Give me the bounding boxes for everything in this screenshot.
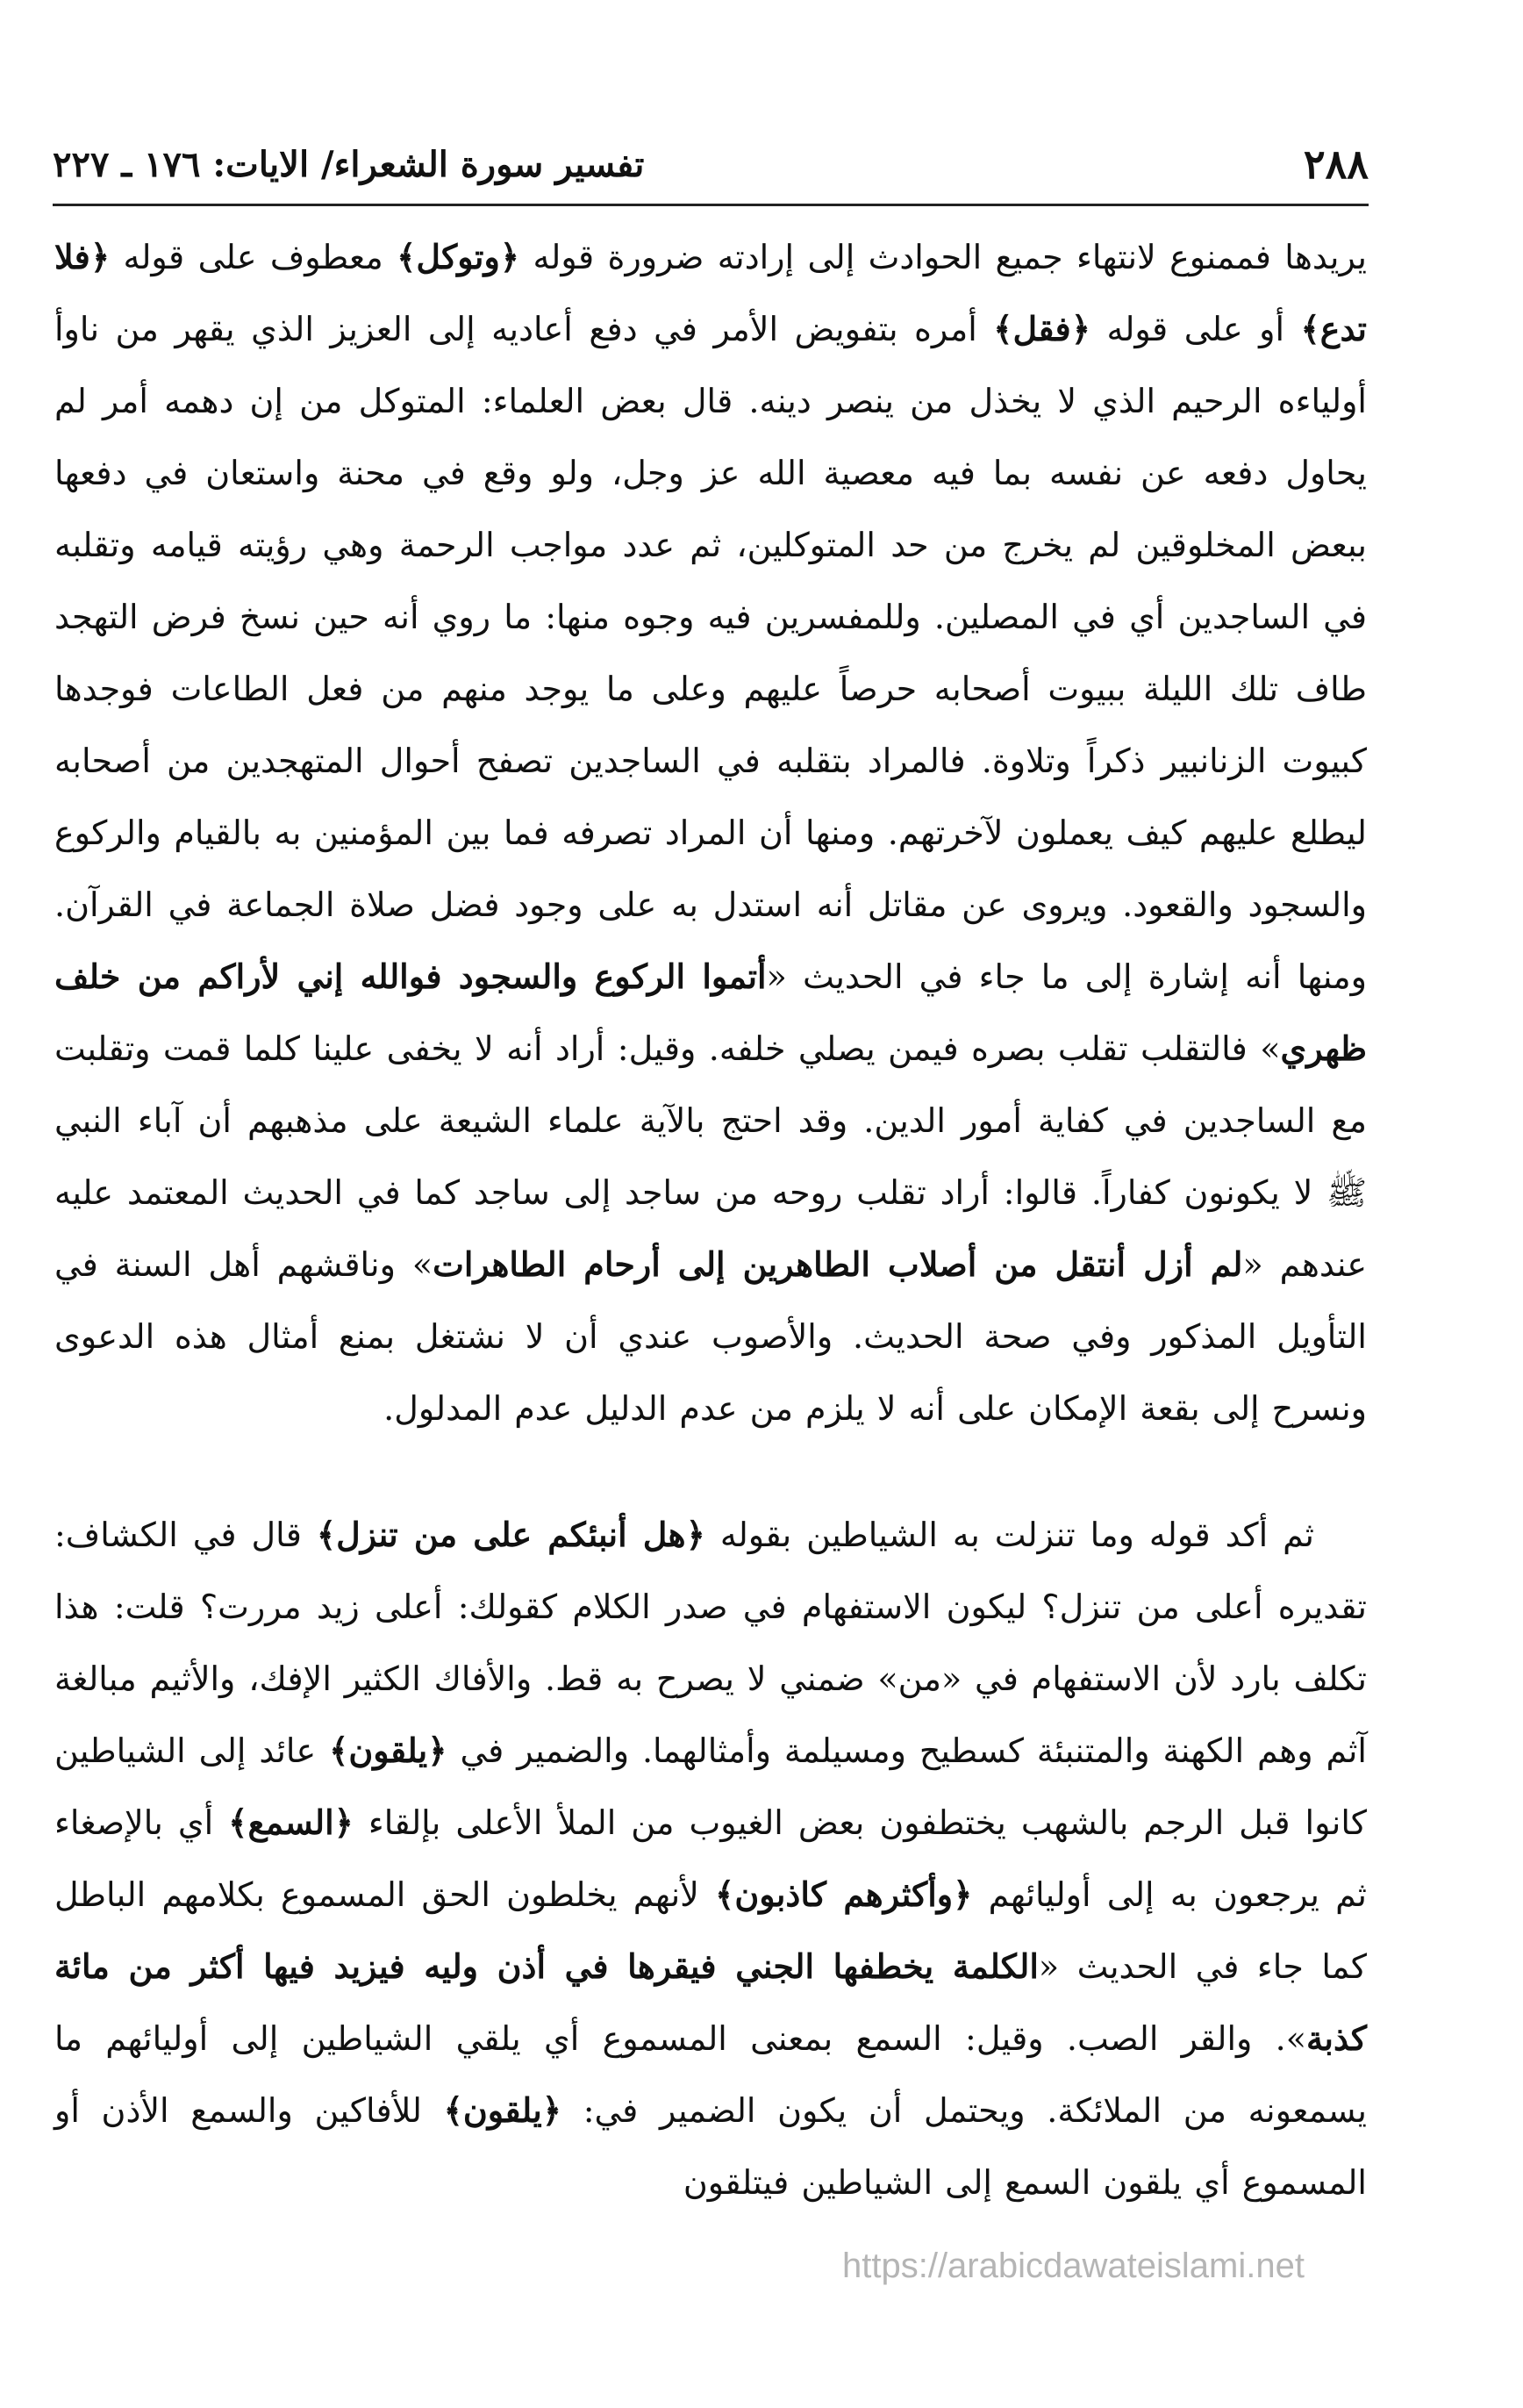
page-header: [53, 140, 1369, 202]
running-title: تفسير سورة الشعراء/ الايات: ١٧٦ ـ ٢٢٧: [53, 144, 645, 185]
quran-quote: ﴿السمع﴾: [228, 1802, 354, 1842]
hadith-quote: الكلمة يخطفها الجني فيقرها في أذن وليه فيزيد فيها أكثر من مائة كذبة: [54, 1946, 1367, 2058]
header-divider: [53, 204, 1369, 206]
hadith-quote: لم أزل أنتقل من أصلاب الطاهرين إلى أرحام الطاهرات: [433, 1244, 1243, 1284]
text-segment: معطوف على قوله: [110, 238, 397, 276]
text-segment: عائد إلى الشياطين كانوا قبل الرجم بالشهب يختطفون بعض الغيوب من الملأ الأعلى بإلقاء: [54, 1731, 1367, 1842]
text-segment: لأنهم يخلطون الحق المسموع بكلامهم الباطل كما جاء في الحديث «: [54, 1875, 1367, 1986]
text-segment: » وناقشهم أهل السنة في التأويل المذكور وفي صحة الحديث. والأصوب عندي أن لا نشتغل بمنع أمثال هذه الدعوى ونسرح إلى بقعة الإمكان على أنه لا يلزم من عدم الدليل عدم المدلول.: [54, 1245, 1367, 1428]
text-segment: للأفاكين والسمع الأذن أو المسموع أي يلقون السمع إلى الشياطين فيتلقون: [54, 2091, 1367, 2202]
text-segment: أمره بتفويض الأمر في دفع أعاديه إلى العزيز الذي يقهر من ناوأ أولياءه الرحيم الذي لا يخذل من ينصر دينه. قال بعض العلماء: المتوكل من إن دهمه أمر لم يحاول دفعه عن نفسه بما فيه معصية الله عز وجل، ولو وقع في محنة واستعان في دفعها ببعض المخلوقين لم يخرج من حد المتوكلين، ثم عدد مواجب الرحمة وهي رؤيته قيامه وتقلبه في الساجدين أي في المصلين. وللمفسرين فيه وجوه منها: ما روي أنه حين نسخ فرض التهجد طاف تلك الليلة ببيوت أصحابه حرصاً عليهم وعلى ما يوجد منهم من فعل الطاعات فوجدها كبيوت الزنانبير ذكراً وتلاوة. فالمراد بتقلبه في الساجدين تصفح أحوال المتهجدين من أصحابه ليطلع عليهم كيف يعملون لآخرتهم. ومنها أن المراد تصرفه فما بين المؤمنين به بالقيام والركوع والسجود والقعود. ويروى عن مقاتل أنه استدل به على وجود فضل صلاة الجماعة في القرآن. ومنها أنه إشارة إلى ما جاء في الحديث «: [54, 310, 1368, 996]
quran-quote: ﴿وتوكل﴾: [397, 237, 520, 276]
text-segment: ». والقر الصب. وقيل: السمع بمعنى المسموع أي يلقي الشياطين إلى أوليائهم ما يسمعونه من الملائكة. ويحتمل أن يكون الضمير في:: [54, 2019, 1367, 2130]
quran-quote: ﴿يلقون﴾: [329, 1731, 447, 1770]
text-segment: أي بالإصغاء ثم يرجعون به إلى أوليائهم: [54, 1803, 1367, 1914]
text-segment: » فالتقلب تقلب بصره فيمن يصلي خلفه. وقيل: أراد أنه لا يخفى علينا كلما قمت وتقلبت مع الساجدين في كفاية أمور الدين. وقد احتج بالآية علماء الشيعة على مذهبهم أن آباء النبي ﷺ لا يكونون كفاراً. قالوا: أراد تقلب روحه من ساجد إلى ساجد كما في الحديث المعتمد عليه عندهم «: [54, 1029, 1367, 1284]
hadith-quote: أتموا الركوع والسجود فوالله إني لأراكم من خلف ظهري: [54, 957, 1367, 1068]
text-segment: ثم أكد قوله وما تنزلت به الشياطين بقوله: [704, 1516, 1314, 1554]
body-text: [54, 221, 1367, 2218]
quran-quote: ﴿فقل﴾: [993, 309, 1090, 348]
quran-quote: ﴿هل أنبئكم على من تنزل﴾: [316, 1515, 705, 1554]
paragraph-2: [54, 1499, 1367, 2218]
paragraph-1: [54, 221, 1367, 1444]
text-segment: يريدها فممنوع لانتهاء جميع الحوادث إلى إرادته ضرورة قوله: [519, 238, 1367, 276]
text-segment: قال في الكشاف: تقديره أعلى من تنزل؟ ليكون الاستفهام في صدر الكلام كقولك: أعلى زيد مررت؟ قلت: هذا تكلف بارد لأن الاستفهام في «من» ضمني لا يصرح به قط. والأفاك الكثير الإفك، والأثيم مبالغة آثم وهم الكهنة والمتنبئة كسطيح ومسيلمة وأمثالهما. والضمير في: [54, 1516, 1367, 1770]
watermark-url: https://arabicdawateislami.net: [842, 2247, 1305, 2285]
page-number: ٢٨٨: [1303, 140, 1369, 188]
quran-quote: ﴿وأكثرهم كاذبون﴾: [715, 1874, 973, 1914]
quran-quote: ﴿فلا تدع﴾: [54, 237, 1367, 348]
quran-quote: ﴿يلقون﴾: [443, 2090, 562, 2130]
text-segment: أو على قوله: [1090, 310, 1301, 348]
